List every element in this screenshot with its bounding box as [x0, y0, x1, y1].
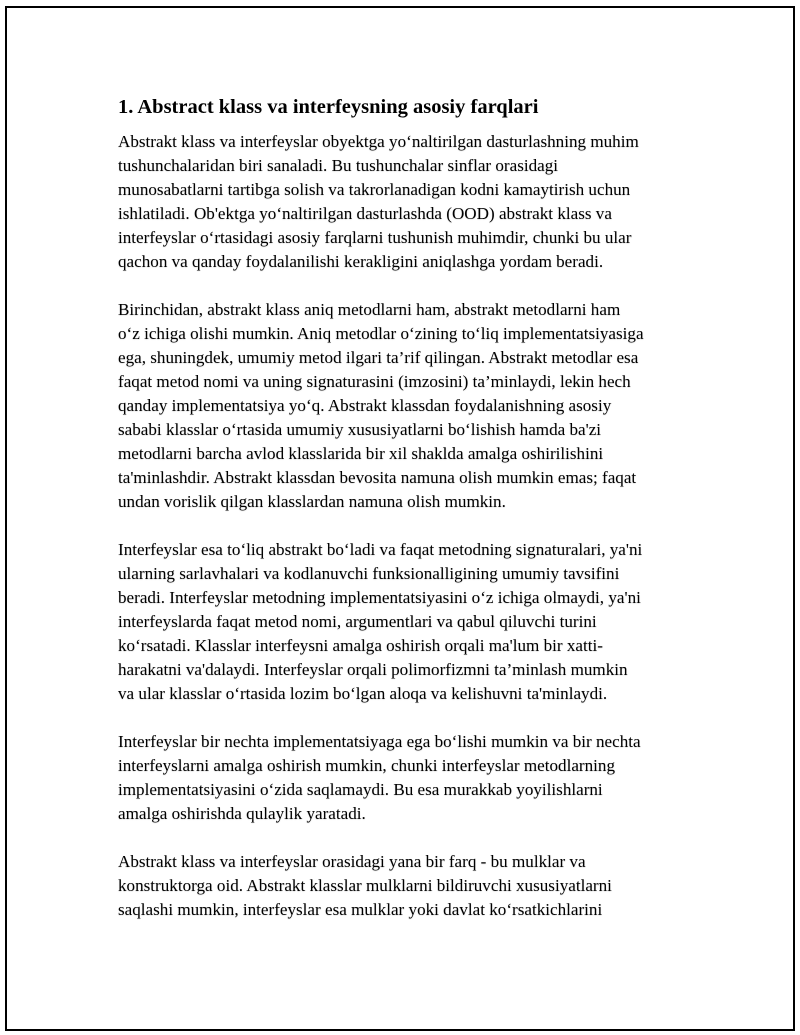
paragraph-list: [118, 130, 688, 922]
text-line: saqlashi mumkin, interfeyslar esa mulklar yoki davlat ko‘rsatkichlarini: [118, 900, 603, 919]
text-line: Interfeyslar esa to‘liq abstrakt bo‘ladi va faqat metodning signaturalari, ya'ni: [118, 540, 643, 559]
text-line: konstruktorga oid. Abstrakt klasslar mulklarni bildiruvchi xususiyatlarni: [118, 876, 612, 895]
text-line: undan vorislik qilgan klasslardan namuna olish mumkin.: [118, 492, 506, 511]
text-line: faqat metod nomi va uning signaturasini (imzosini) ta’minlaydi, lekin hech: [118, 372, 631, 391]
paragraph: [118, 538, 688, 706]
text-line: ta'minlashdir. Abstrakt klassdan bevosita namuna olish mumkin emas; faqat: [118, 468, 637, 487]
text-line: Abstrakt klass va interfeyslar orasidagi yana bir farq - bu mulklar va: [118, 852, 586, 871]
text-line: va ular klasslar o‘rtasida lozim bo‘lgan aloqa va kelishuvni ta'minlaydi.: [118, 684, 608, 703]
text-line: amalga oshirishda qulaylik yaratadi.: [118, 804, 366, 823]
document-body: [118, 93, 688, 946]
text-line: sababi klasslar o‘rtasida umumiy xususiyatlarni bo‘lishish hamda ba'zi: [118, 420, 602, 439]
paragraph: [118, 730, 688, 826]
text-line: ishlatiladi. Ob'ektga yo‘naltirilgan dasturlashda (OOD) abstrakt klass va: [118, 204, 612, 223]
text-line: ko‘rsatadi. Klasslar interfeysni amalga oshirish orqali ma'lum bir xatti-: [118, 636, 603, 655]
text-line: Abstrakt klass va interfeyslar obyektga yo‘naltirilgan dasturlashning muhim: [118, 132, 639, 151]
text-line: ularning sarlavhalari va kodlanuvchi funksionalligining umumiy tavsifini: [118, 564, 620, 583]
text-line: metodlarni barcha avlod klasslarida bir xil shaklda amalga oshirilishini: [118, 444, 604, 463]
text-line: beradi. Interfeyslar metodning implementatsiyasini o‘z ichiga olmaydi, ya'ni: [118, 588, 641, 607]
paragraph: [118, 130, 688, 274]
text-line: ega, shuningdek, umumiy metod ilgari ta’rif qilingan. Abstrakt metodlar esa: [118, 348, 639, 367]
text-line: qanday implementatsiya yo‘q. Abstrakt klassdan foydalanishning asosiy: [118, 396, 612, 415]
paragraph: [118, 298, 688, 514]
text-line: harakatni va'dalaydi. Interfeyslar orqali polimorfizmni ta’minlash mumkin: [118, 660, 628, 679]
text-line: interfeyslarni amalga oshirish mumkin, chunki interfeyslar metodlarning: [118, 756, 616, 775]
text-line: tushunchalaridan biri sanaladi. Bu tushunchalar sinflar orasidagi: [118, 156, 559, 175]
text-line: o‘z ichiga olishi mumkin. Aniq metodlar o‘zining to‘liq implementatsiyasiga: [118, 324, 644, 343]
text-line: interfeyslarda faqat metod nomi, argumentlari va qabul qiluvchi turini: [118, 612, 597, 631]
text-line: Interfeyslar bir nechta implementatsiyaga ega bo‘lishi mumkin va bir nechta: [118, 732, 641, 751]
text-line: Birinchidan, abstrakt klass aniq metodlarni ham, abstrakt metodlarni ham: [118, 300, 621, 319]
text-line: interfeyslar o‘rtasidagi asosiy farqlarni tushunish muhimdir, chunki bu ular: [118, 228, 632, 247]
text-line: qachon va qanday foydalanilishi kerakligini aniqlashga yordam beradi.: [118, 252, 604, 271]
text-line: implementatsiyasini o‘zida saqlamaydi. Bu esa murakkab yoyilishlarni: [118, 780, 603, 799]
text-line: munosabatlarni tartibga solish va takrorlanadigan kodni kamaytirish uchun: [118, 180, 631, 199]
paragraph: [118, 850, 688, 922]
section-heading: 1. Abstract klass va interfeysning asosiy farqlari: [118, 96, 539, 118]
